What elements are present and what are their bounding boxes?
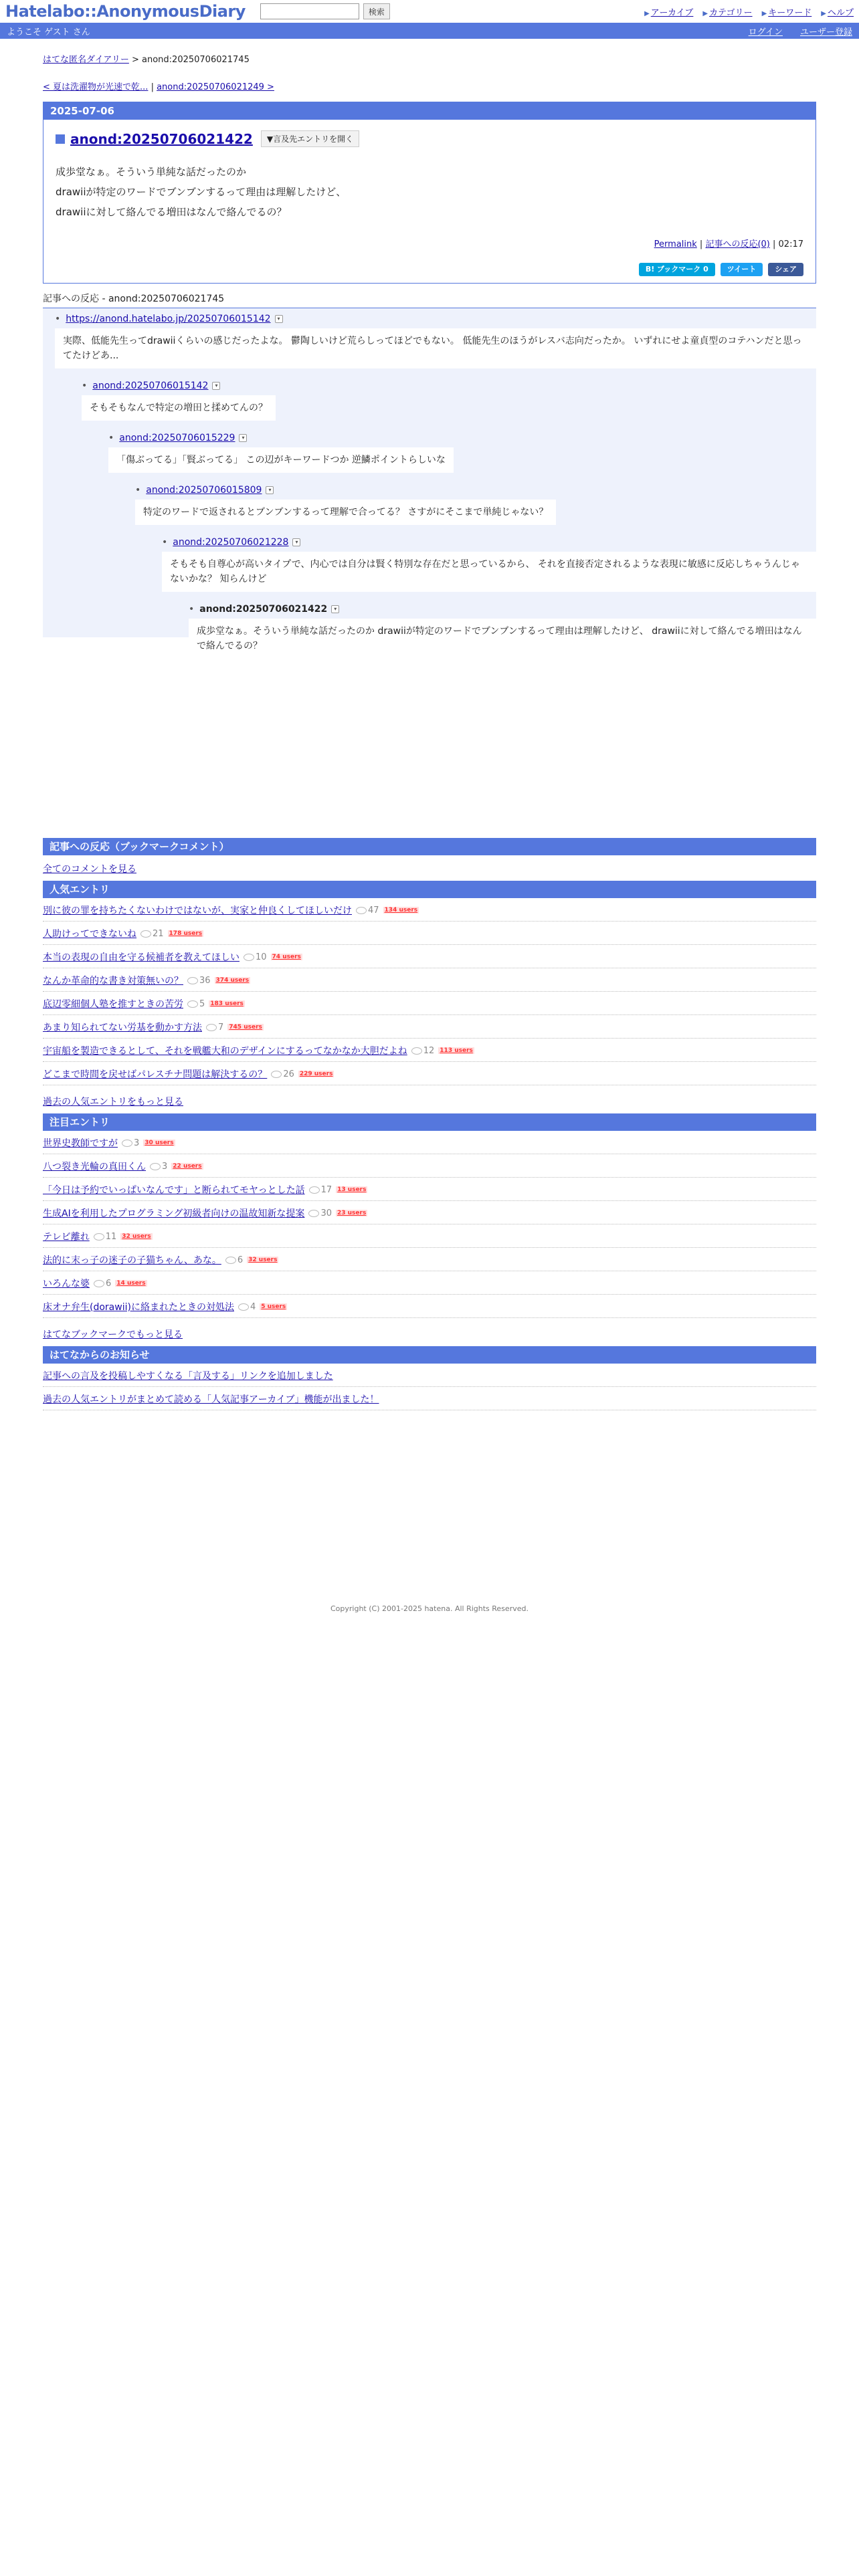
breadcrumb <box>43 52 816 65</box>
comment-count[interactable] <box>271 1069 294 1079</box>
comment-count-value: 47 <box>368 905 379 916</box>
reference-quote: そもそもなんで特定の増田と揉めてんの？ <box>82 395 276 421</box>
speech-bubble-icon <box>122 1140 132 1147</box>
entry-list-link[interactable]: 生成AIを利用したプログラミング初級者向けの温故知新な提案 <box>43 1208 305 1219</box>
bookmark-users-badge[interactable]: 22 users <box>173 1163 202 1170</box>
speech-bubble-icon <box>187 977 198 984</box>
entry-list-item <box>43 898 816 922</box>
notable-more-link[interactable]: はてなブックマークでもっと見る <box>43 1329 183 1340</box>
news-link[interactable]: 過去の人気エントリがまとめて読める「人気記事アーカイブ」機能が出ました！ <box>43 1394 379 1405</box>
reference-link[interactable]: • anond:20250706015142 <box>92 381 209 391</box>
comment-count[interactable] <box>206 1023 223 1033</box>
entry-list-item <box>43 1039 816 1062</box>
comment-count-value: 17 <box>320 1184 332 1195</box>
reference-link[interactable]: • anond:20250706021228 <box>173 537 289 548</box>
triangle-icon: ▶ <box>761 9 767 17</box>
popular-more-link[interactable]: 過去の人気エントリをもっと見る <box>43 1097 183 1107</box>
comment-count-value: 6 <box>237 1255 244 1265</box>
comment-count-value: 21 <box>153 928 164 939</box>
comment-count-value: 11 <box>105 1231 117 1242</box>
reference-item <box>162 537 816 592</box>
speech-bubble-icon <box>308 1210 319 1217</box>
entry-list-item <box>43 1154 816 1178</box>
comment-count-value: 3 <box>134 1138 140 1148</box>
comment-count-value: 6 <box>106 1278 112 1289</box>
comment-count-value: 10 <box>256 952 267 962</box>
ad-space <box>43 637 816 838</box>
entry-list-item <box>43 1015 816 1039</box>
entry-list-link[interactable]: テレビ離れ <box>43 1232 90 1243</box>
comment-count[interactable] <box>411 1046 435 1056</box>
entry-list-item <box>43 1224 816 1248</box>
bookmark-users-badge[interactable]: 113 users <box>440 1047 473 1054</box>
reference-quote: 実際、低能先生ってdrawiiくらいの感じだったよな。 鬱陶しいけど荒らしってほどでもない。 低能先生のほうがレスバ志向だったか。 いずれにせよ童貞型のコテハンだと思ってたけどあ... <box>55 328 816 368</box>
next-entry-link[interactable]: anond:20250706021249 > <box>157 82 274 92</box>
bookmark-users-badge[interactable]: 13 users <box>337 1186 367 1193</box>
entry-list-link[interactable]: 底辺零細個人塾を推すときの苦労 <box>43 999 183 1010</box>
square-icon <box>56 134 65 144</box>
entry-list-link[interactable]: 「今日は予約でいっぱいなんです」と断られてモヤっとした話 <box>43 1185 305 1196</box>
expand-icon[interactable]: ▾ <box>212 382 220 390</box>
speech-bubble-icon <box>94 1280 104 1287</box>
comment-count-value: 5 <box>199 998 205 1009</box>
speech-bubble-icon <box>94 1233 104 1241</box>
reference-quote: 成歩堂なぁ。そういう単純な話だったのか drawiiが特定のワードでブンブンするって理由は理解したけど、 drawiiに対して絡んでる増田はなんで絡んでるの？ <box>189 619 816 659</box>
comment-count-value: 12 <box>423 1045 435 1056</box>
comment-count-value: 26 <box>283 1069 294 1079</box>
entry-list-item <box>43 1271 816 1295</box>
speech-bubble-icon <box>309 1186 320 1194</box>
speech-bubble-icon <box>225 1257 236 1264</box>
expand-icon[interactable]: ▾ <box>275 315 283 323</box>
nav-category-link[interactable]: カテゴリー <box>709 7 753 18</box>
search-input[interactable] <box>260 3 359 19</box>
comment-count[interactable] <box>244 952 267 962</box>
speech-bubble-icon <box>271 1071 282 1078</box>
reference-quote: 「傷ぶってる」「賢ぶってる」 この辺がキーワードつか 逆鱗ポイントらしいな <box>108 447 454 473</box>
copyright: Copyright (C) 2001-2025 hatena. All Rights Reserved. <box>330 1604 529 1613</box>
bookmark-users-badge[interactable]: 745 users <box>229 1024 262 1031</box>
bookmark-users-badge[interactable]: 74 users <box>272 954 301 960</box>
popular-more-row <box>43 1088 816 1113</box>
diary-entry <box>43 102 816 284</box>
main-content <box>43 39 816 1613</box>
open-references-button[interactable]: ▼言及先エントリを開く <box>261 130 359 147</box>
reference-link[interactable]: • https://anond.hatelabo.jp/20250706015142 <box>66 314 271 324</box>
entry-list-link[interactable]: 世界史教師ですが <box>43 1138 118 1149</box>
comment-count[interactable] <box>140 929 164 939</box>
entry-line: 成歩堂なぁ。そういう単純な話だったのか <box>56 166 247 178</box>
comment-count[interactable] <box>238 1302 256 1312</box>
comment-count[interactable] <box>150 1162 167 1172</box>
entry-list-link[interactable]: 法的に末っ子の迷子の子猫ちゃん、あな。 <box>43 1255 221 1266</box>
top-nav <box>644 5 854 18</box>
speech-bubble-icon <box>150 1163 161 1170</box>
all-comments-row <box>43 855 816 881</box>
bookmark-users-badge[interactable]: 178 users <box>169 930 203 937</box>
entry-line: drawiiに対して絡んでる増田はなんで絡んでるの？ <box>56 206 287 218</box>
comment-count[interactable] <box>187 999 205 1009</box>
entry-list-item <box>43 992 816 1015</box>
bookmark-users-badge[interactable]: 14 users <box>116 1280 146 1287</box>
bookmark-users-badge[interactable]: 374 users <box>215 977 250 984</box>
entry-list-link[interactable]: あまり知られてない労基を動かす方法 <box>43 1023 202 1033</box>
user-bar <box>0 23 859 39</box>
speech-bubble-icon <box>206 1024 217 1031</box>
entry-list-item <box>43 922 816 945</box>
register-link[interactable]: ユーザー登録 <box>799 27 852 37</box>
bookmark-comments-heading: 記事への反応（ブックマークコメント） <box>43 838 816 855</box>
popular-entries-list <box>43 898 816 1085</box>
expand-icon[interactable]: ▾ <box>331 605 339 613</box>
expand-icon[interactable]: ▾ <box>292 538 300 546</box>
entry-text <box>56 162 803 222</box>
references-count-link[interactable]: 記事への反応(0) <box>705 239 770 249</box>
news-item <box>43 1364 816 1387</box>
pager-separator: | <box>148 82 157 92</box>
comment-count[interactable] <box>94 1232 117 1242</box>
comment-count-value: 30 <box>320 1208 332 1218</box>
comment-count[interactable] <box>308 1208 332 1218</box>
prev-entry-link[interactable]: < 夏は洗濯物が光速で乾... <box>43 82 149 92</box>
entry-list-link[interactable]: 本当の表現の自由を守る候補者を教えてほしい <box>43 952 240 963</box>
triangle-icon: ▶ <box>644 9 650 17</box>
comment-count-value: 4 <box>250 1301 256 1312</box>
reference-quote: そもそも自尊心が高いタイプで、内心では自分は賢く特別な存在だと思っているから、 それを直接否定されるような表現に敏感に反応しちゃうんじゃないかな？ 知らんけど <box>162 552 816 592</box>
entry-list-item <box>43 1062 816 1085</box>
breadcrumb-separator: > <box>128 55 142 65</box>
search-form <box>260 3 390 19</box>
facebook-share-button[interactable]: シェア <box>768 263 803 276</box>
entry-list-link[interactable]: なんか革命的な書き対策無いの？ <box>43 976 183 986</box>
entry-list-item <box>43 968 816 992</box>
reference-item-current <box>189 604 816 659</box>
entry-list-item <box>43 1178 816 1201</box>
nav-help-link[interactable]: ヘルプ <box>827 7 854 18</box>
breadcrumb-current: anond:20250706021745 <box>142 55 250 65</box>
reference-item <box>82 381 816 421</box>
welcome-text: ようこそ ゲスト さん <box>7 27 90 37</box>
permalink[interactable]: Permalink <box>654 239 697 249</box>
entry-date: 2025-07-06 <box>43 102 816 120</box>
comment-count-value: 36 <box>199 975 211 986</box>
search-button[interactable]: 検索 <box>363 3 390 19</box>
entry-line: drawiiが特定のワードでブンブンするって理由は理解したけど、 <box>56 186 347 198</box>
entry-list-link[interactable]: いろんな婆 <box>43 1279 90 1289</box>
speech-bubble-icon <box>411 1047 422 1055</box>
popular-entries-heading: 人気エントリ <box>43 881 816 898</box>
bookmark-users-badge[interactable]: 5 users <box>261 1303 286 1310</box>
references-title: 記事への反応 - anond:20250706021745 <box>43 292 816 308</box>
triangle-icon: ▶ <box>702 9 708 17</box>
news-link[interactable]: 記事への言及を投稿しやすくなる「言及する」リンクを追加しました <box>43 1371 333 1382</box>
reference-item <box>135 485 816 525</box>
breadcrumb-home-link[interactable]: はてな匿名ダイアリー <box>43 55 129 65</box>
entry-list-link[interactable]: どこまで時間を戻せばパレスチナ問題は解決するの？ <box>43 1069 268 1080</box>
nav-keyword-link[interactable]: キーワード <box>768 7 812 18</box>
comment-count[interactable] <box>187 976 211 986</box>
bookmark-users-badge[interactable]: 32 users <box>122 1233 151 1240</box>
reference-current-label: • anond:20250706021422 <box>199 604 328 615</box>
expand-icon[interactable]: ▾ <box>239 434 247 442</box>
bookmark-users-badge[interactable]: 30 users <box>145 1140 174 1146</box>
bookmark-users-badge[interactable]: 183 users <box>210 1000 244 1007</box>
notable-entries-heading: 注目エントリ <box>43 1113 816 1131</box>
entry-list-link[interactable]: 宇宙船を製造できるとして、それを戦艦大和のデザインにするってなかなか大胆だよね <box>43 1046 407 1057</box>
nav-archive-link[interactable]: アーカイブ <box>650 7 694 18</box>
speech-bubble-icon <box>140 930 151 938</box>
login-link[interactable]: ログイン <box>748 27 783 37</box>
entry-title-link[interactable]: anond:20250706021422 <box>70 130 253 147</box>
comment-count[interactable] <box>309 1185 332 1195</box>
bookmark-users-badge[interactable]: 134 users <box>384 907 418 914</box>
comment-count[interactable] <box>225 1255 243 1265</box>
bookmark-users-badge[interactable]: 32 users <box>248 1257 278 1263</box>
reference-link[interactable]: • anond:20250706015809 <box>146 485 262 496</box>
entry-list-item <box>43 1131 816 1154</box>
comment-count-value: 7 <box>218 1022 224 1033</box>
comment-count-value: 3 <box>162 1161 168 1172</box>
notable-entries-list <box>43 1131 816 1318</box>
site-logo[interactable]: Hatelabo::AnonymousDiary <box>5 2 246 21</box>
entry-pager <box>43 80 816 92</box>
reference-item <box>55 314 816 368</box>
news-item <box>43 1387 816 1410</box>
entry-list-item <box>43 1295 816 1318</box>
entry-list-link[interactable]: 八つ裂き光輪の真田くん <box>43 1162 146 1172</box>
reference-link[interactable]: • anond:20250706015229 <box>119 433 235 443</box>
share-buttons <box>56 263 803 276</box>
speech-bubble-icon <box>238 1303 249 1311</box>
comment-count[interactable] <box>122 1138 139 1148</box>
entry-list-item <box>43 1248 816 1271</box>
entry-footer: Permalink | 記事への反応(0) | 02:17 <box>654 239 803 249</box>
references-tree <box>43 308 816 651</box>
entry-list-item <box>43 1201 816 1224</box>
entry-time: 02:17 <box>778 239 803 249</box>
speech-bubble-icon <box>187 1000 198 1008</box>
notable-more-row <box>43 1321 816 1346</box>
entry-list-item <box>43 945 816 968</box>
speech-bubble-icon <box>244 954 254 961</box>
news-heading: はてなからのお知らせ <box>43 1346 816 1364</box>
all-comments-link[interactable]: 全てのコメントを見る <box>43 864 136 875</box>
reference-quote: 特定のワードで返されるとブンブンするって理解で合ってる？ さすがにそこまで単純じゃない？ <box>135 500 556 525</box>
hatena-bookmark-button[interactable]: B! ブックマーク 0 <box>639 263 715 276</box>
entry-list-link[interactable]: 人助けってできないね <box>43 929 136 940</box>
tweet-button[interactable]: ツイート <box>721 263 763 276</box>
speech-bubble-icon <box>356 907 367 914</box>
bookmark-users-badge[interactable]: 229 users <box>299 1071 333 1077</box>
entry-list-link[interactable]: 別に彼の罪を持ちたくないわけではないが、実家と仲良くしてほしいだけ <box>43 905 352 916</box>
entry-list-link[interactable]: 床オナ弁生(dorawii)に絡まれたときの対処法 <box>43 1302 234 1313</box>
comment-count[interactable] <box>94 1279 111 1289</box>
expand-icon[interactable]: ▾ <box>266 486 274 494</box>
reference-item <box>108 433 816 473</box>
comment-count[interactable] <box>356 905 379 916</box>
site-header <box>0 0 859 23</box>
triangle-icon: ▶ <box>821 9 826 17</box>
bookmark-users-badge[interactable]: 23 users <box>337 1210 367 1216</box>
